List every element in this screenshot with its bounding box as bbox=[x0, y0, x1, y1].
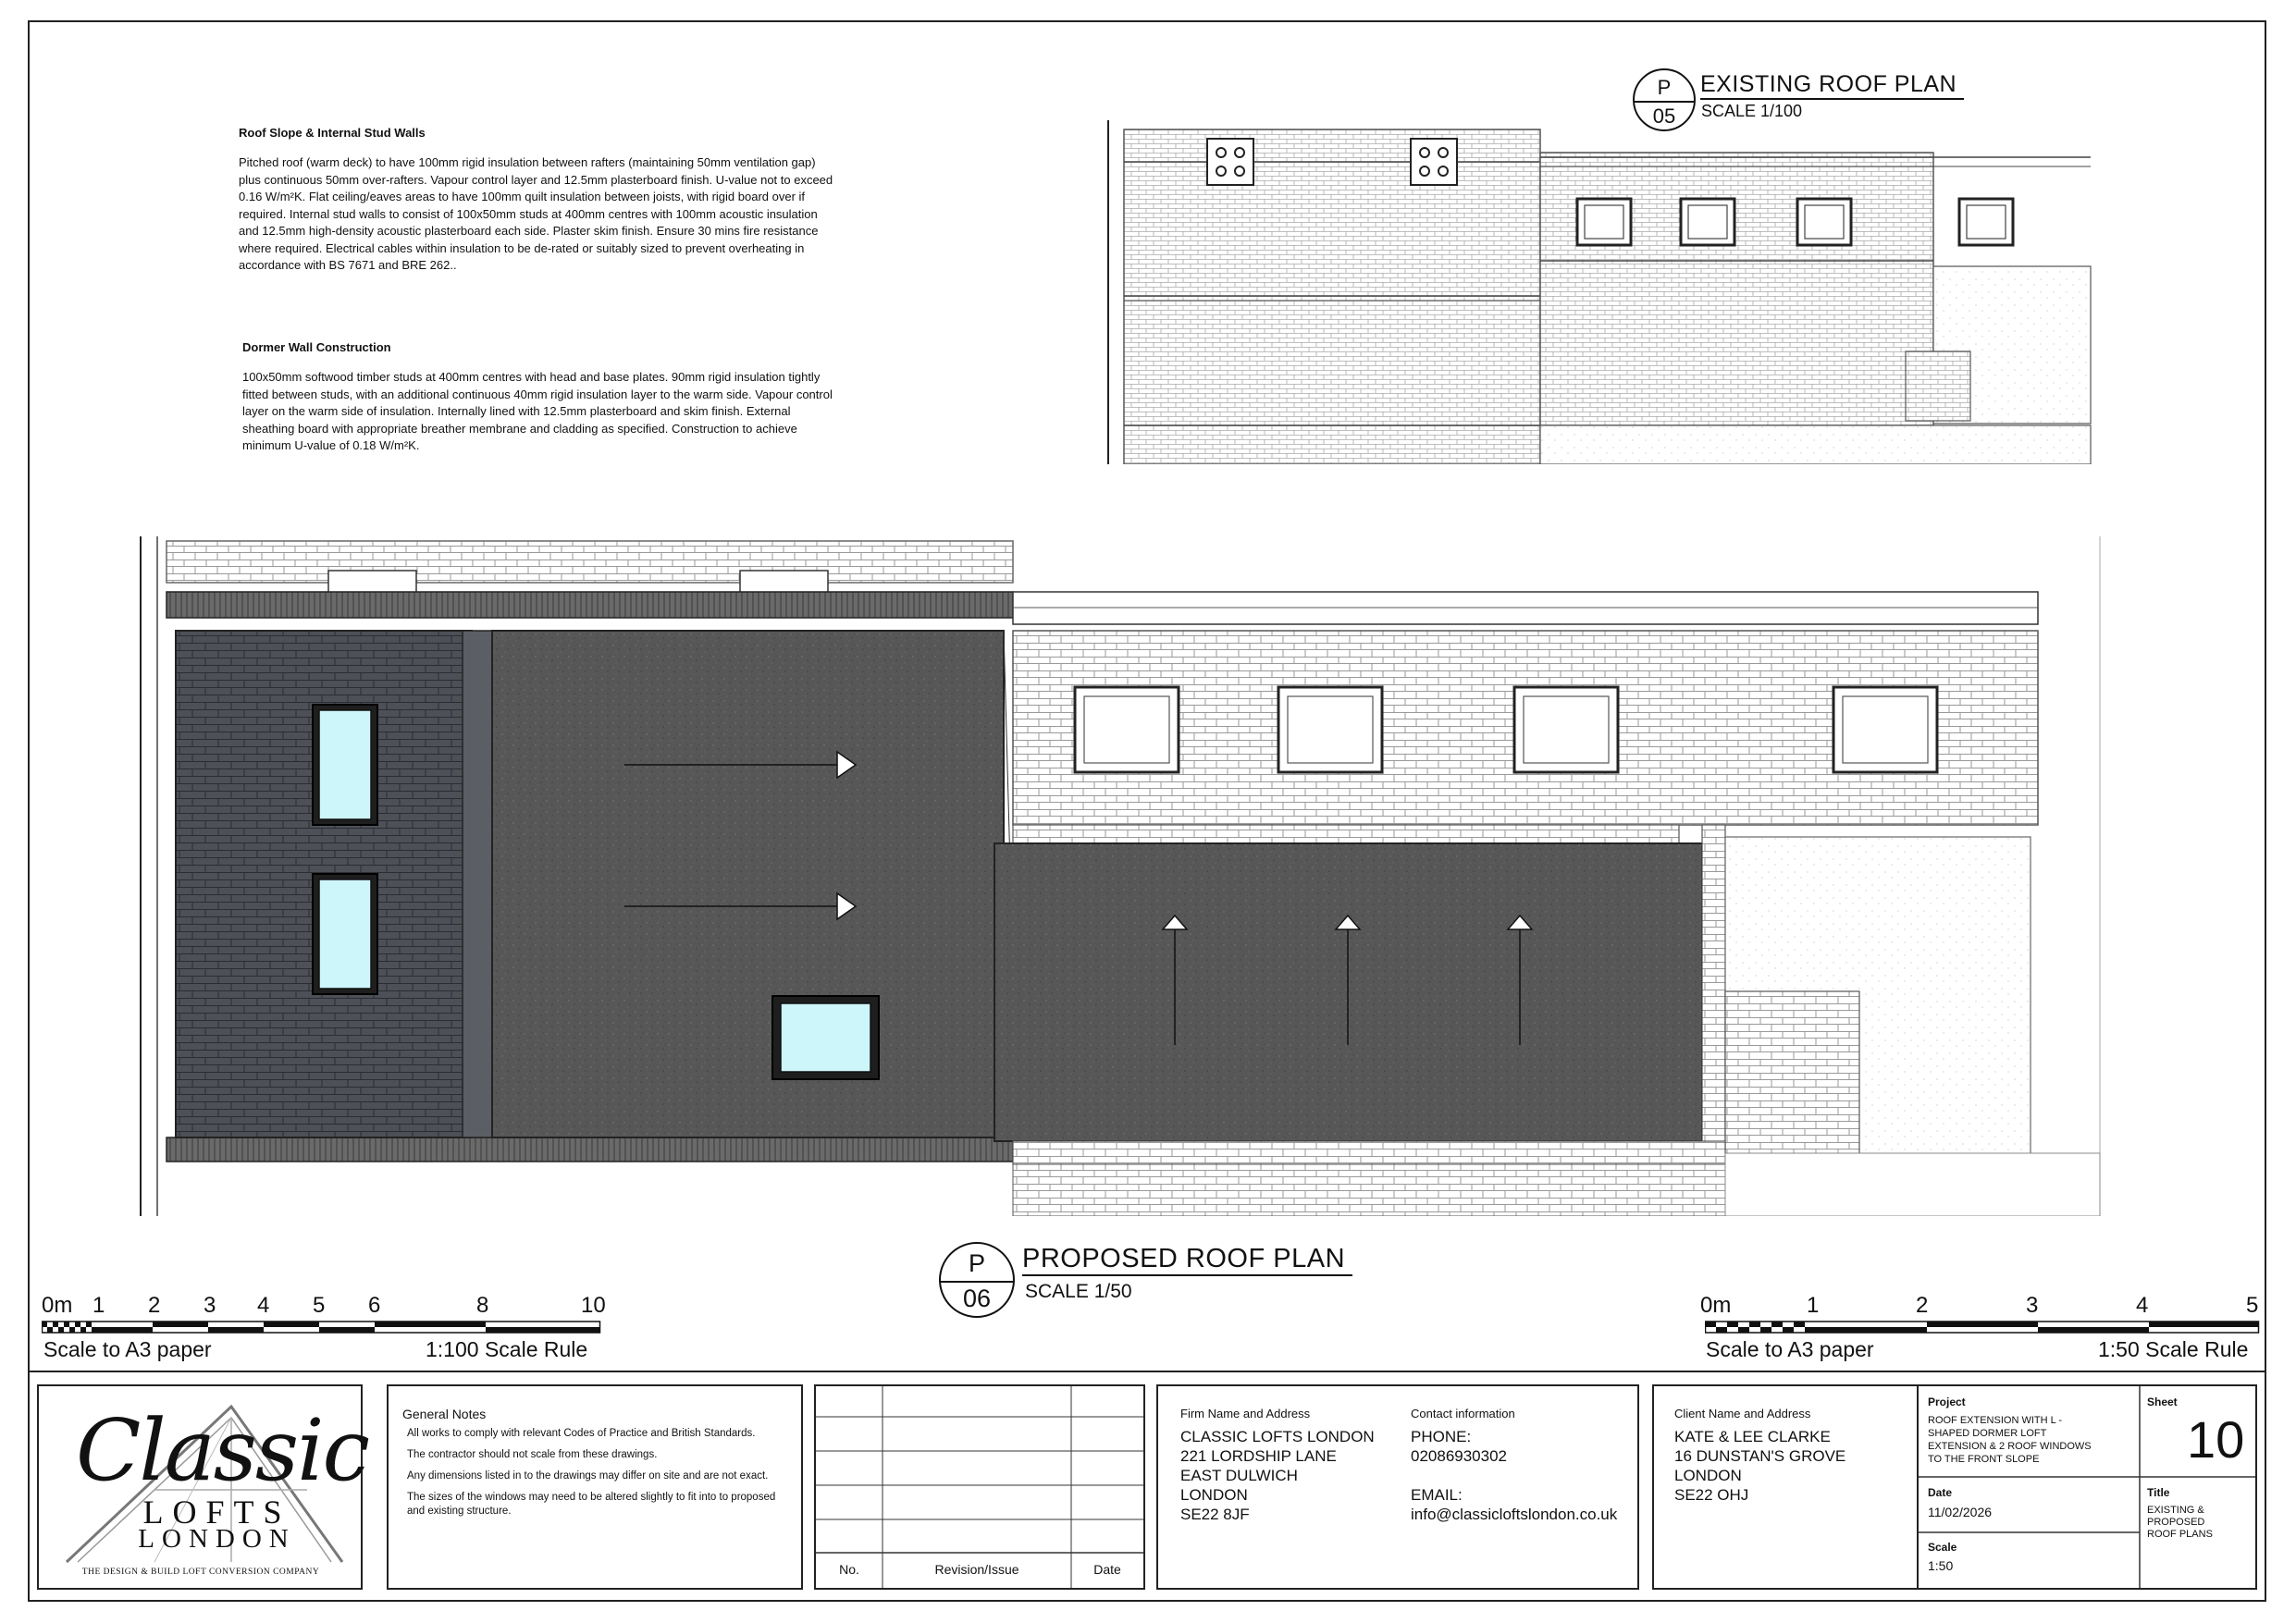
note-line: where required. Electrical cables within insulation to be de-rated or suitably sized to prevent overheating in bbox=[239, 240, 805, 255]
sheet-title bbox=[2147, 1505, 2213, 1541]
scale-tick-label: 2 bbox=[148, 1293, 161, 1318]
scale-caption-left: Scale to A3 paper bbox=[1706, 1337, 1874, 1361]
scale-value: 1:50 bbox=[1928, 1558, 1954, 1573]
client-line: SE22 OHJ bbox=[1674, 1486, 1749, 1504]
scale-bar-1-100 bbox=[42, 1293, 615, 1367]
scale-tick-label: 1 bbox=[93, 1293, 105, 1318]
note-line: 0.16 W/m²K. Flat ceiling/eaves areas to have 100mm quilt insulation between joists, with rigid board over if bbox=[239, 190, 806, 203]
notes-roof-slope bbox=[239, 126, 942, 275]
scale-caption-left: Scale to A3 paper bbox=[43, 1337, 212, 1361]
scale-caption-right: 1:50 Scale Rule bbox=[2098, 1337, 2249, 1361]
proposed-plan-scale: SCALE 1/50 bbox=[1025, 1281, 1132, 1302]
bubble-prefix: P bbox=[1657, 76, 1672, 99]
project-titleblock bbox=[1917, 1384, 2257, 1590]
note-line: Pitched roof (warm deck) to have 100mm rigid insulation between rafters (maintaining 50mm ventilation gap) bbox=[239, 155, 816, 169]
proposed-plan-bubble bbox=[939, 1242, 1015, 1318]
title-label: Title bbox=[2147, 1486, 2170, 1499]
contact-email: info@classicloftslondon.co.uk bbox=[1411, 1506, 1618, 1523]
contact-phone: 02086930302 bbox=[1411, 1447, 1508, 1465]
sheet-label: Sheet bbox=[2147, 1396, 2178, 1408]
general-note-item: Any dimensions listed in to the drawings may differ on site and are not exact. bbox=[407, 1470, 769, 1482]
existing-plan-title: EXISTING ROOF PLAN bbox=[1700, 71, 1964, 100]
scale-caption-right: 1:100 Scale Rule bbox=[426, 1337, 588, 1361]
scale-tick-label: 1 bbox=[1807, 1293, 1820, 1318]
bubble-divider bbox=[941, 1281, 1013, 1283]
firm-line: SE22 8JF bbox=[1180, 1506, 1250, 1523]
note-line: and 12.5mm high-density acoustic plasterboard each side. Plaster skim finish. Ensure 30 mins fire resistance bbox=[239, 224, 819, 238]
firm-line: LONDON bbox=[1180, 1486, 1248, 1504]
proposed-plan-title: PROPOSED ROOF PLAN bbox=[1022, 1244, 1352, 1276]
firm-line: 221 LORDSHIP LANE bbox=[1180, 1447, 1337, 1465]
contact-heading: Contact information bbox=[1411, 1407, 1515, 1420]
revisions-col-revision: Revision/Issue bbox=[934, 1562, 1019, 1577]
project-label: Project bbox=[1928, 1396, 1966, 1408]
revisions-grid bbox=[816, 1386, 1143, 1588]
logo-lofts: LOFTS bbox=[142, 1494, 291, 1531]
logo-word: Classic bbox=[76, 1401, 369, 1500]
contact-email-label: EMAIL: bbox=[1411, 1486, 1463, 1504]
scale-tick-label: 8 bbox=[476, 1293, 489, 1318]
scale-tick-label: 6 bbox=[368, 1293, 381, 1318]
general-note-item: The sizes of the windows may need to be altered slightly to fit into to proposed and existing structure. bbox=[407, 1492, 776, 1517]
bubble-divider bbox=[1635, 101, 1694, 103]
title-line: PROPOSED bbox=[2147, 1517, 2205, 1528]
note-line: accordance with BS 7671 and BRE 262.. bbox=[239, 258, 457, 272]
sheet-number: 10 bbox=[2187, 1410, 2245, 1469]
project-line: TO THE FRONT SLOPE bbox=[1928, 1454, 2040, 1465]
title-line: EXISTING & bbox=[2147, 1505, 2204, 1516]
scale-tick-label: 5 bbox=[2246, 1293, 2259, 1318]
project-line: ROOF EXTENSION WITH L - bbox=[1928, 1415, 2063, 1426]
scale-tick-label: 3 bbox=[2026, 1293, 2039, 1318]
roof-slope-heading: Roof Slope & Internal Stud Walls bbox=[239, 126, 426, 140]
logo-box bbox=[37, 1384, 369, 1590]
firm-heading: Firm Name and Address bbox=[1180, 1407, 1311, 1420]
firm-line: CLASSIC LOFTS LONDON bbox=[1180, 1428, 1375, 1445]
scale-tick-label: 4 bbox=[2136, 1293, 2149, 1318]
date-value: 11/02/2026 bbox=[1928, 1505, 1993, 1519]
note-line: layer on the warm side of insulation. Internally lined with 12.5mm plasterboard and skim finish. External bbox=[242, 404, 791, 418]
general-notes-box bbox=[387, 1384, 803, 1590]
general-note-item: The contractor should not scale from these drawings. bbox=[407, 1449, 658, 1460]
note-line: required. Internal stud walls to consist of 100x50mm studs at 400mm centres with 100mm acoustic insulation bbox=[239, 206, 818, 221]
scale-tick-label: 2 bbox=[1916, 1293, 1929, 1318]
firm-line: EAST DULWICH bbox=[1180, 1467, 1298, 1484]
roof-slope-text bbox=[239, 154, 942, 275]
client-heading: Client Name and Address bbox=[1674, 1407, 1811, 1420]
scale-bar-graphic bbox=[42, 1321, 601, 1335]
scale-tick-label: 4 bbox=[257, 1293, 270, 1318]
scale-label: Scale bbox=[1928, 1541, 1957, 1554]
revisions-col-date: Date bbox=[1093, 1562, 1121, 1577]
note-line: sheathing board with appropriate breather membrane and cladding as specified. Construction to achieve bbox=[242, 421, 797, 436]
note-line: minimum U-value of 0.18 W/m²K. bbox=[242, 438, 420, 452]
note-line: plus continuous 50mm over-rafters. Vapour control layer and 12.5mm plasterboard finish. U-value not to exceed bbox=[239, 172, 833, 187]
client-line: LONDON bbox=[1674, 1467, 1742, 1484]
scale-tick-label: 0m bbox=[1700, 1293, 1732, 1318]
firm-address bbox=[1180, 1427, 1375, 1524]
bubble-number: 05 bbox=[1652, 105, 1676, 128]
scale-bar-1-50 bbox=[1700, 1293, 2265, 1367]
revisions-table bbox=[814, 1384, 1145, 1590]
client-line: 16 DUNSTAN'S GROVE bbox=[1674, 1447, 1846, 1465]
proposed-roof-plan-drawing bbox=[134, 532, 2123, 1216]
titleblock-divider bbox=[28, 1371, 2266, 1372]
logo-london: LONDON bbox=[138, 1524, 296, 1554]
bubble-number: 06 bbox=[962, 1285, 992, 1312]
bubble-prefix: P bbox=[968, 1249, 985, 1277]
general-notes-heading: General Notes bbox=[402, 1407, 487, 1421]
note-line: fitted between studs, with an additional continuous 40mm rigid insulation layer to the warm side. Vapour control bbox=[242, 387, 833, 401]
project-description bbox=[1928, 1414, 2136, 1466]
note-line: 100x50mm softwood timber studs at 400mm centres with head and base plates. 90mm rigid insulation tightly bbox=[242, 370, 821, 384]
existing-roof-plan-drawing bbox=[1105, 120, 2095, 464]
notes-dormer bbox=[242, 340, 945, 455]
dormer-text bbox=[242, 369, 945, 455]
logo-tagline: THE DESIGN & BUILD LOFT CONVERSION COMPANY bbox=[81, 1568, 320, 1577]
scale-bar-graphic bbox=[1705, 1321, 2262, 1335]
contact-phone-label: PHONE: bbox=[1411, 1428, 1472, 1445]
firm-box bbox=[1156, 1384, 1639, 1590]
dormer-heading: Dormer Wall Construction bbox=[242, 340, 391, 354]
scale-tick-label: 5 bbox=[313, 1293, 326, 1318]
client-line: KATE & LEE CLARKE bbox=[1674, 1428, 1831, 1445]
general-notes-list bbox=[407, 1427, 786, 1518]
client-address bbox=[1674, 1427, 1845, 1505]
general-note-item: All works to comply with relevant Codes of Practice and British Standards. bbox=[407, 1428, 756, 1439]
scale-tick-label: 0m bbox=[42, 1293, 73, 1318]
scale-tick-label: 10 bbox=[581, 1293, 606, 1318]
project-line: EXTENSION & 2 ROOF WINDOWS bbox=[1928, 1441, 2092, 1452]
existing-plan-scale: SCALE 1/100 bbox=[1701, 102, 1803, 120]
date-label: Date bbox=[1928, 1486, 1953, 1499]
project-line: SHAPED DORMER LOFT bbox=[1928, 1428, 2047, 1439]
client-box bbox=[1652, 1384, 1919, 1590]
scale-tick-label: 3 bbox=[204, 1293, 216, 1318]
revisions-col-no: No. bbox=[839, 1562, 859, 1577]
title-line: ROOF PLANS bbox=[2147, 1529, 2213, 1540]
